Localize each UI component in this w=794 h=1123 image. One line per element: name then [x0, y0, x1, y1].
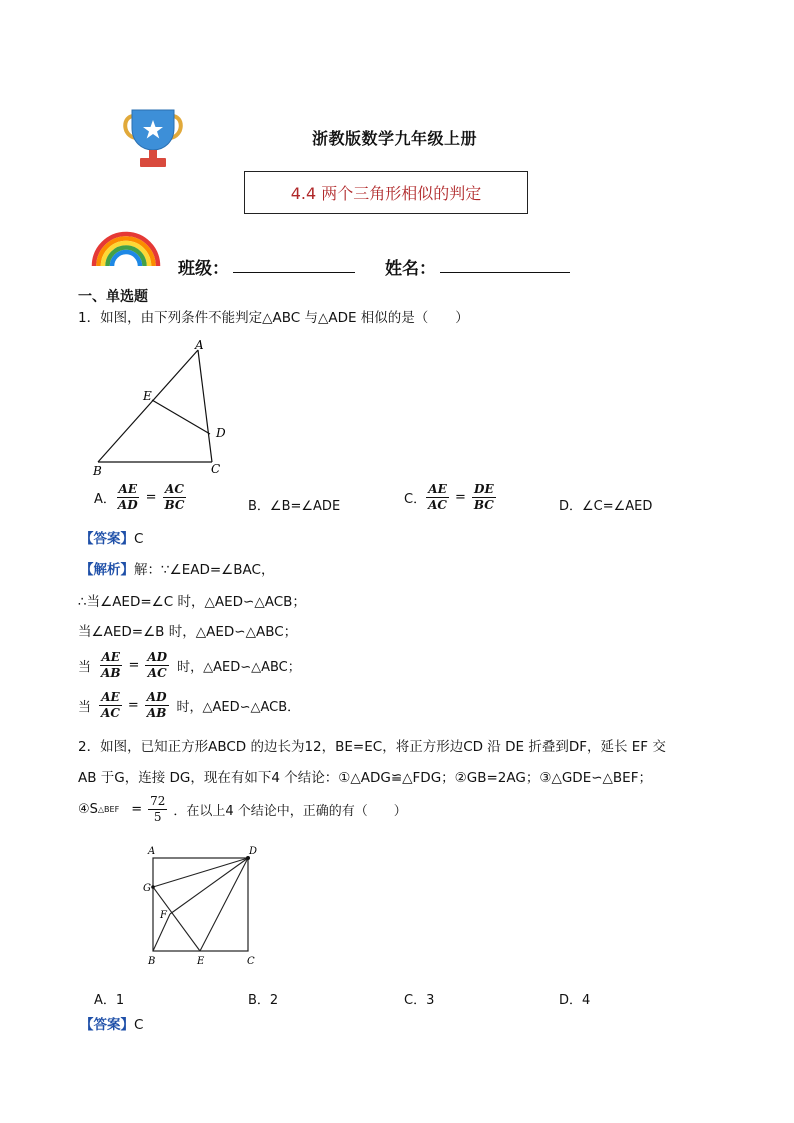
q2-stem-line3: ④S △BEF = $\frac{72}{5}$ ．在以上4 个结论中，正确的有（ ）: [78, 794, 407, 824]
name-label: 姓名：: [385, 259, 436, 279]
q1-option-a-frac1: $\frac{AE}{AD}$: [117, 482, 138, 512]
q1-label-b: B: [93, 464, 102, 478]
q2-option-a[interactable]: A．1: [94, 993, 125, 1008]
q1-option-b[interactable]: B．∠B=∠ADE: [248, 499, 341, 514]
section-title: 一、单选题: [78, 289, 148, 305]
q1-side-ac: [198, 350, 212, 462]
class-label: 班级：: [178, 259, 229, 279]
q1-side-ab: [98, 350, 198, 462]
q2-label-b: B: [148, 956, 156, 967]
q1-answer-tag: 【答案】: [80, 531, 134, 547]
q2-label-d: D: [249, 846, 258, 857]
q2-square-figure: [140, 840, 265, 970]
q2-stem-line1: 2．如图，已知正方形ABCD 的边长为12，BE=EC，将正方形边CD 沿 DE 折叠到DF，延长 EF 交: [78, 739, 666, 755]
q2-option-b[interactable]: B．2: [248, 993, 279, 1008]
q2-stem-line2: AB 于G，连接 DG，现在有如下4 个结论：①△ADG≌△FDG；②GB=2AG；③△GDE∽△BEF；: [78, 770, 652, 786]
lesson-title: 4.4 两个三角形相似的判定: [290, 184, 482, 203]
q1-analysis-line4: 当 $\frac{AE}{AB}$ = $\frac{AD}{AC}$ 时，△AED∽△ABC；: [78, 650, 301, 680]
q1-label-e: E: [143, 389, 152, 403]
lesson-title-box: [244, 171, 528, 214]
q1-stem: 1．如图，由下列条件不能判定△ABC 与△ADE 相似的是（ ）: [78, 310, 469, 326]
trophy-icon: [118, 106, 188, 170]
q1-label-c: C: [211, 462, 221, 476]
q2-option-c[interactable]: C．3: [404, 993, 435, 1008]
q2-answer-tag: 【答案】: [80, 1017, 134, 1033]
name-input-line[interactable]: [440, 271, 570, 273]
q2-answer-value: C: [134, 1017, 144, 1033]
rainbow-icon: [88, 226, 164, 270]
q1-segment-ed: [152, 400, 210, 434]
q1-option-c-prefix: C．: [404, 491, 427, 507]
q1-option-c-frac1: $\frac{AE}{AC}$: [428, 482, 447, 512]
q2-label-e: E: [197, 956, 205, 967]
q2-label-a: A: [148, 846, 156, 857]
q1-label-a: A: [195, 338, 204, 352]
q1-analysis-line5: 当 $\frac{AE}{AC}$ = $\frac{AD}{AB}$ 时，△AED∽△ACB．: [78, 690, 301, 720]
q1-option-d[interactable]: D．∠C=∠AED: [559, 499, 653, 514]
q1-analysis-line2: ∴当∠AED=∠C 时，△AED∽△ACB；: [78, 594, 306, 610]
q1-option-c[interactable]: C． $\frac{AE}{AC}$ = $\frac{DE}{BC}$: [404, 482, 494, 512]
q2-label-f: F: [160, 910, 167, 921]
q1-analysis-line1: [80, 564, 274, 578]
q1-label-d: D: [216, 426, 226, 440]
q1-analysis-line3: 当∠AED=∠B 时，△AED∽△ABC；: [78, 624, 298, 640]
q1-option-a[interactable]: A． $\frac{AE}{AD}$ = $\frac{AC}{BC}$: [94, 482, 185, 512]
q2-label-c: C: [247, 956, 255, 967]
q1-option-a-prefix: A．: [94, 491, 116, 507]
q1-option-c-frac2: $\frac{DE}{BC}$: [473, 482, 494, 512]
q1-analysis-tag: 【解析】: [80, 562, 134, 578]
q2-answer: [80, 1019, 143, 1033]
q1-option-a-frac2: $\frac{AC}{BC}$: [164, 482, 185, 512]
q2-segment-dg: [153, 858, 248, 887]
q1-triangle-figure: [88, 338, 238, 480]
q2-segment-df: [170, 858, 248, 914]
q1-analysis-text1: 解：∵∠EAD=∠BAC，: [134, 562, 275, 578]
q1-answer-value: C: [134, 531, 144, 547]
q2-label-g: G: [143, 883, 151, 894]
q2-segment-de: [200, 858, 248, 951]
q2-area-subscript: △BEF: [97, 804, 120, 814]
q2-option-d[interactable]: D．4: [559, 993, 591, 1008]
class-input-line[interactable]: [233, 271, 355, 273]
document-title: 浙教版数学九年级上册: [312, 129, 478, 148]
q1-answer: [80, 533, 143, 547]
